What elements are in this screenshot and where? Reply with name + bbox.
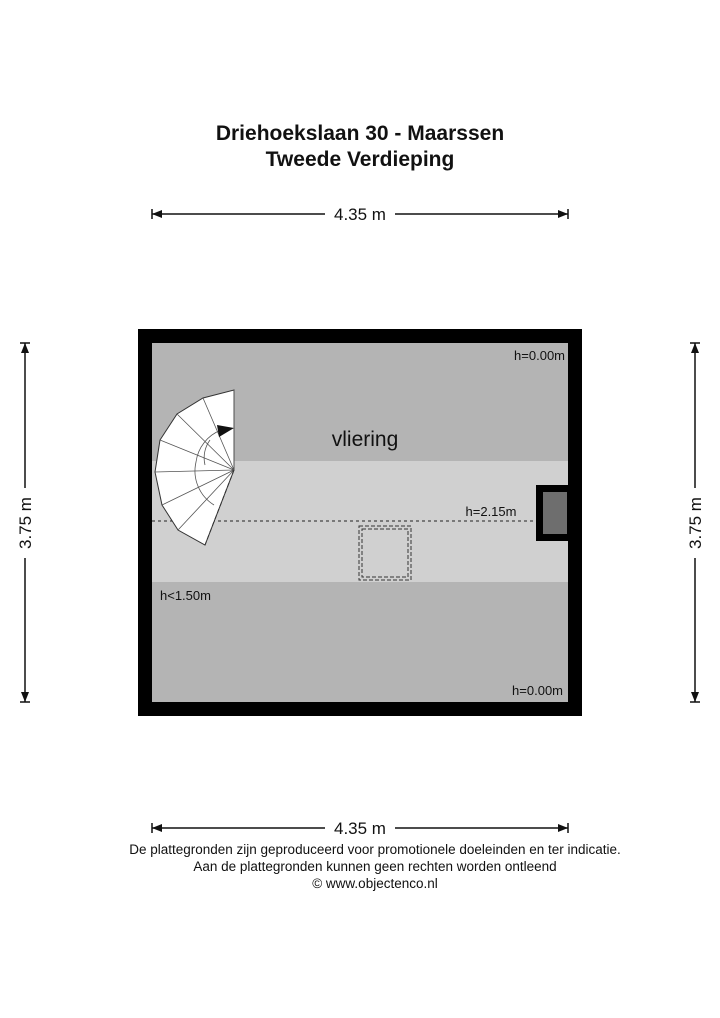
- chimney: [543, 492, 567, 534]
- dimension-top-label: 4.35 m: [334, 205, 386, 224]
- dimension-left-label: 3.75 m: [16, 497, 35, 549]
- dimension-bottom: [152, 819, 568, 838]
- plan-title: Driehoekslaan 30 - Maarssen: [215, 122, 505, 145]
- height-label-ridge: h=2.15m: [465, 504, 517, 519]
- dimension-left: [16, 343, 35, 702]
- disclaimer-line-2: Aan de plattegronden kunnen geen rechten worden ontleend: [193, 859, 557, 874]
- dimension-bottom-label: 4.35 m: [334, 819, 386, 838]
- copyright-text: © www.objectenco.nl: [312, 876, 438, 891]
- height-label-bottom-right: h=0.00m: [512, 683, 563, 698]
- floor-subtitle: Tweede Verdieping: [265, 148, 455, 171]
- dimension-right: [686, 343, 705, 702]
- dimension-top: [152, 205, 568, 224]
- disclaimer-line-1: De plattegronden zijn geproduceerd voor promotionele doeleinden en ter indicatie.: [129, 842, 621, 857]
- dimension-right-label: 3.75 m: [686, 497, 705, 549]
- height-label-left: h<1.50m: [160, 588, 211, 603]
- room-label: vliering: [331, 428, 399, 451]
- height-label-top-right: h=0.00m: [514, 348, 565, 363]
